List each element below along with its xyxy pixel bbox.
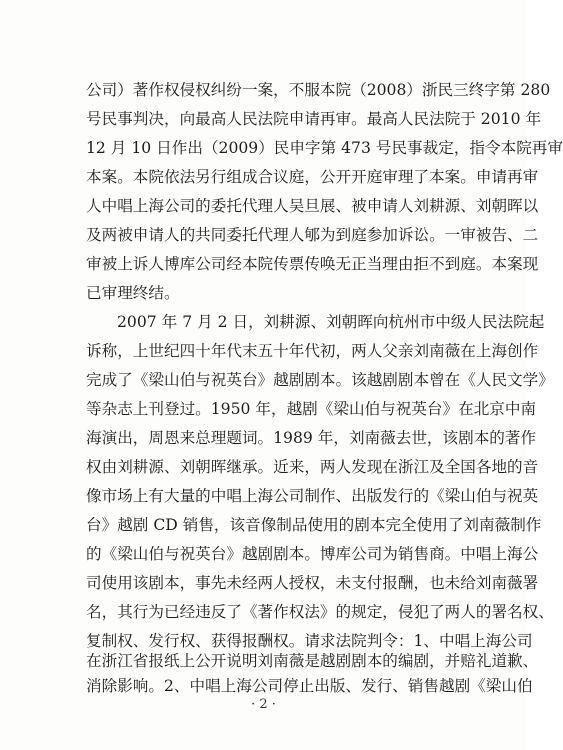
text-line: 完成了《梁山伯与祝英台》越剧剧本。该越剧剧本曾在《人民文学》 [86,371,554,389]
text-line: 号民事判决，向最高人民法院申请再审。最高人民法院于 2010 年 [86,110,542,128]
text-line: 在浙江省报纸上公开说明刘南薇是越剧剧本的编剧，并赔礼道歉、 [86,652,539,670]
text-line: 公司）著作权侵权纠纷一案，不服本院（2008）浙民三终字第 280 [86,81,551,99]
text-line: 复制权、发行权、获得报酬权。请求法院判令：1、中唱上海公司 [86,632,533,650]
text-line: 诉称，上世纪四十年代末五十年代初，两人父亲刘南薇在上海创作 [86,342,539,360]
text-line: 已审理终结。 [86,284,180,302]
text-line: 台》越剧 CD 销售，该音像制品使用的剧本完全使用了刘南薇制作 [86,516,542,534]
text-line: 12 月 10 日作出（2009）民申字第 473 号民事裁定，指令本院再审 [86,139,563,157]
page-number: · 2 · [251,697,276,712]
text-line: 司使用该剧本，事先未经两人授权，未支付报酬，也未给刘南薇署 [86,574,539,592]
text-line: 权由刘耕源、刘朝晖继承。近来，两人发现在浙江及全国各地的音 [86,458,539,476]
text-line: 本案。本院依法另行组成合议庭，公开开庭审理了本案。申请再审 [86,168,539,186]
paragraph-first-line: 2007 年 7 月 2 日，刘耕源、刘朝晖向杭州市中级人民法院起 [117,313,545,331]
text-line: 人中唱上海公司的委托代理人吴旦展、被申请人刘耕源、刘朝晖以 [86,197,539,215]
text-line: 消除影响。2、中唱上海公司停止出版、发行、销售越剧《梁山伯 [86,677,533,695]
text-line: 名，其行为已经违反了《著作权法》的规定，侵犯了两人的署名权、 [86,603,554,621]
text-line: 等杂志上刊登过。1950 年，越剧《梁山伯与祝英台》在北京中南 [86,400,537,418]
text-line: 海演出，周恩来总理题词。1989 年，刘南薇去世，该剧本的著作 [86,429,537,447]
text-line: 审被上诉人博库公司经本院传票传唤无正当理由拒不到庭。本案现 [86,255,539,273]
text-line: 像市场上有大量的中唱上海公司制作、出版发行的《梁山伯与祝英 [86,487,539,505]
text-line: 及两被申请人的共同委托代理人郇为到庭参加诉讼。一审被告、二 [86,226,539,244]
text-line: 的《梁山伯与祝英台》越剧剧本。博库公司为销售商。中唱上海公 [86,545,539,563]
